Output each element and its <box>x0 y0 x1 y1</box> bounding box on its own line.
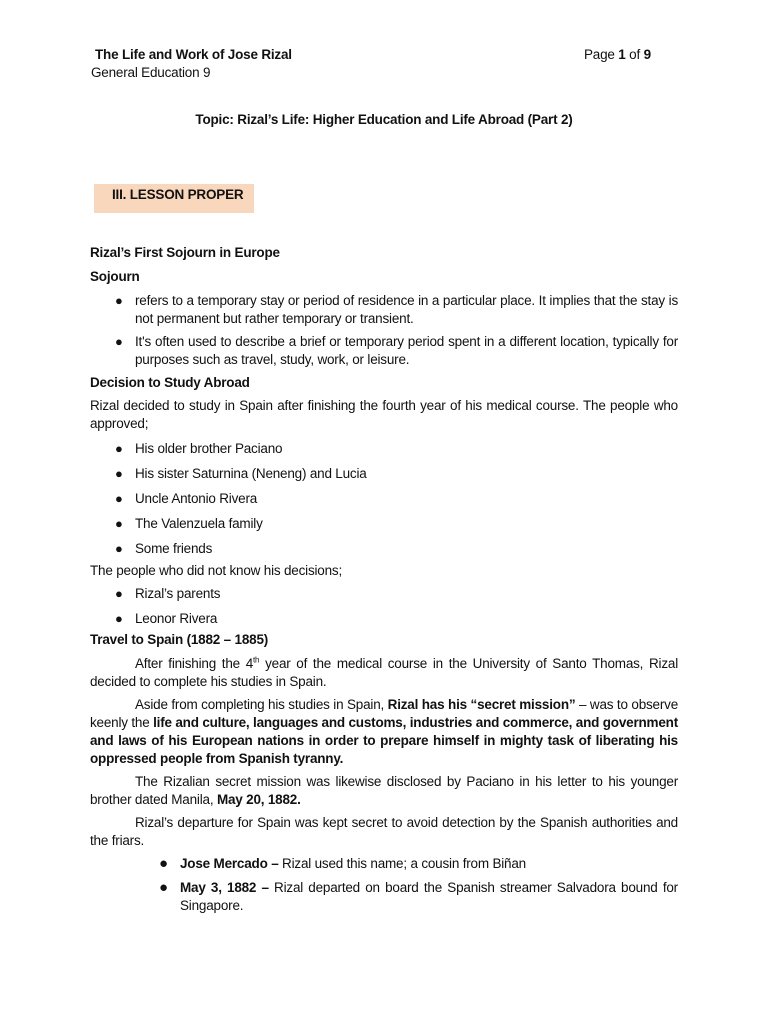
list-item: ● May 3, 1882 – Rizal departed on board the Spanish streamer Salvadora bound for Singapore. <box>159 879 678 913</box>
travel-list <box>90 855 678 915</box>
list-item: ● Some friends <box>115 541 213 556</box>
document-title: The Life and Work of Jose Rizal <box>95 47 292 62</box>
list-item: ● Jose Mercado – Rizal used this name; a cousin from Biñan <box>159 855 526 872</box>
travel-paragraph-1: After finishing the 4th year of the medical course in the University of Santo Thomas, Rizal decided to complete his studies in Spain. <box>90 655 678 689</box>
travel-paragraph-2: Aside from completing his studies in Spain, Rizal has his “secret mission” – was to observe keenly the life and culture, languages and customs, industries and commerce, and government and laws of his European nations in order to prepare himself in mighty task of liberating his oppressed people from Spanish tyranny. <box>90 697 679 766</box>
not-know-list <box>90 585 678 628</box>
bullet-icon: ● <box>115 334 123 349</box>
bullet-icon: ● <box>115 611 123 626</box>
bullet-icon: ● <box>115 586 123 601</box>
decision-intro: Rizal decided to study in Spain after finishing the fourth year of his medical course. The people who approved; <box>90 398 678 431</box>
travel-paragraph-4: Rizal’s departure for Spain was kept secret to avoid detection by the Spanish authorities and the friars. <box>90 815 678 848</box>
page-total: 9 <box>643 47 651 62</box>
sojourn-list <box>90 292 678 369</box>
bullet-icon: ● <box>115 441 123 456</box>
section-title: Rizal’s First Sojourn in Europe <box>90 245 280 260</box>
page-number: Page 1 of 9 <box>584 47 651 62</box>
bullet-icon: ● <box>115 516 123 531</box>
not-know-intro: The people who did not know his decisions; <box>90 563 343 578</box>
list-item: ● His sister Saturnina (Neneng) and Lucia <box>115 466 367 481</box>
bullet-icon: ● <box>115 466 123 481</box>
sojourn-heading: Sojourn <box>90 269 140 284</box>
list-item: ● Rizal’s parents <box>115 586 221 601</box>
list-item: ● His older brother Paciano <box>115 441 283 456</box>
list-item: ● The Valenzuela family <box>115 516 263 531</box>
travel-heading: Travel to Spain (1882 – 1885) <box>90 632 269 647</box>
bullet-icon: ● <box>115 293 123 308</box>
list-item: ● Uncle Antonio Rivera <box>115 491 258 506</box>
bullet-icon: ● <box>159 855 168 872</box>
topic-heading: Topic: Rizal’s Life: Higher Education and Life Abroad (Part 2) <box>195 112 573 127</box>
list-item: ● Leonor Rivera <box>115 611 218 626</box>
travel-paragraph-3: The Rizalian secret mission was likewise disclosed by Paciano in his letter to his younger brother dated Manila, May 20, 1882. <box>90 774 678 807</box>
decision-heading: Decision to Study Abroad <box>90 375 250 390</box>
list-item: ● It's often used to describe a brief or temporary period spent in a different location, typically for purposes such as travel, study, work, or leisure. <box>115 334 678 367</box>
lesson-content <box>90 244 678 915</box>
bullet-icon: ● <box>115 491 123 506</box>
lesson-proper-heading: III. LESSON PROPER <box>94 184 254 213</box>
bullet-icon: ● <box>115 541 123 556</box>
approved-list <box>90 440 678 558</box>
course-subtitle: General Education 9 <box>91 65 211 80</box>
page-current: 1 <box>618 47 626 62</box>
bullet-icon: ● <box>159 879 168 896</box>
list-item: ● refers to a temporary stay or period of residence in a particular place. It implies that the stay is not permanent but rather temporary or transient. <box>115 293 678 326</box>
